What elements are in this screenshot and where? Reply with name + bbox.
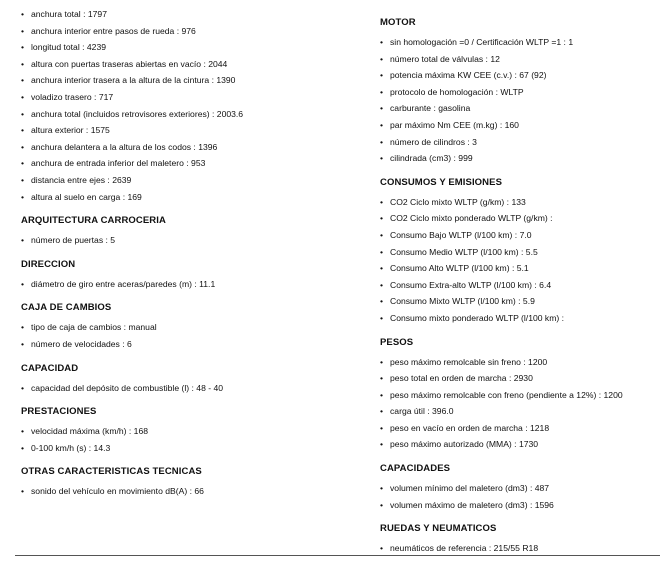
spec-item: • anchura total : 1797 (21, 6, 361, 23)
spec-item: • neumáticos de referencia : 215/55 R18 (380, 540, 655, 557)
spec-item: • cilindrada (cm3) : 999 (380, 150, 655, 167)
spec-item: • velocidad máxima (km/h) : 168 (21, 423, 361, 440)
spec-item: • distancia entre ejes : 2639 (21, 172, 361, 189)
right-column (380, 17, 655, 567)
spec-item: • sin homologación =0 / Certificación WLTP =1 : 1 (380, 34, 655, 51)
spec-list (21, 380, 361, 397)
section-title: CAPACIDAD (21, 362, 79, 374)
spec-item: • protocolo de homologación : WLTP (380, 84, 655, 101)
section-title: RUEDAS Y NEUMATICOS (380, 523, 497, 535)
spec-item: • peso máximo remolcable sin freno : 1200 (380, 354, 655, 371)
spec-item: • volumen mínimo del maletero (dm3) : 487 (380, 480, 655, 497)
spec-list (380, 34, 655, 167)
spec-item: • Consumo Mixto WLTP (l/100 km) : 5.9 (380, 293, 655, 310)
section-caja-de-cambios (21, 302, 361, 352)
spec-item: • altura con puertas traseras abiertas en vacío : 2044 (21, 56, 361, 73)
spec-item: • sonido del vehículo en movimiento dB(A) : 66 (21, 483, 361, 500)
spec-item: • Consumo Alto WLTP (l/100 km) : 5.1 (380, 260, 655, 277)
spec-list (21, 276, 361, 293)
spec-item: • Consumo Bajo WLTP (l/100 km) : 7.0 (380, 227, 655, 244)
spec-item: • diámetro de giro entre aceras/paredes (m) : 11.1 (21, 276, 361, 293)
spec-item: • CO2 Ciclo mixto WLTP (g/km) : 133 (380, 194, 655, 211)
spec-item: • anchura total (incluidos retrovisores exteriores) : 2003.6 (21, 106, 361, 123)
spec-item: • peso máximo autorizado (MMA) : 1730 (380, 436, 655, 453)
spec-list (21, 483, 361, 500)
spec-item: • anchura interior trasera a la altura de la cintura : 1390 (21, 72, 361, 89)
spec-item: • número de cilindros : 3 (380, 134, 655, 151)
section-arquitectura-carroceria (21, 215, 361, 249)
spec-item: • potencia máxima KW CEE (c.v.) : 67 (92) (380, 67, 655, 84)
spec-item: • carburante : gasolina (380, 100, 655, 117)
spec-item: • anchura de entrada inferior del maletero : 953 (21, 155, 361, 172)
spec-item: • volumen máximo de maletero (dm3) : 1596 (380, 497, 655, 514)
spec-list (380, 354, 655, 454)
section-capacidad (21, 363, 361, 397)
section-motor (380, 17, 655, 167)
section-otras-caracteristicas-tecnicas (21, 466, 361, 500)
section-title: ARQUITECTURA CARROCERIA (21, 215, 166, 227)
section-ruedas-y-neumaticos (380, 523, 655, 557)
spec-item: • número total de válvulas : 12 (380, 51, 655, 68)
spec-item: • peso total en orden de marcha : 2930 (380, 370, 655, 387)
section-title: CONSUMOS Y EMISIONES (380, 176, 503, 188)
spec-item: • CO2 Ciclo mixto ponderado WLTP (g/km) : (380, 210, 655, 227)
spec-list (21, 232, 361, 249)
spec-list (21, 423, 361, 456)
section-title: PESOS (380, 336, 414, 348)
spec-item: • anchura delantera a la altura de los codos : 1396 (21, 139, 361, 156)
spec-list (380, 480, 655, 513)
spec-item: • par máximo Nm CEE (m.kg) : 160 (380, 117, 655, 134)
section-title: OTRAS CARACTERISTICAS TECNICAS (21, 466, 202, 478)
section-title: CAPACIDADES (380, 463, 451, 475)
spec-item: • voladizo trasero : 717 (21, 89, 361, 106)
spec-list (21, 319, 361, 352)
spec-item: • número de velocidades : 6 (21, 336, 361, 353)
spec-item: • anchura interior entre pasos de rueda : 976 (21, 23, 361, 40)
left-column (21, 6, 361, 510)
spec-item: • peso en vacío en orden de marcha : 1218 (380, 420, 655, 437)
bottom-divider (15, 555, 660, 556)
section-title: CAJA DE CAMBIOS (21, 302, 112, 314)
spec-list (21, 6, 361, 205)
section-general (21, 6, 361, 205)
spec-item: • Consumo mixto ponderado WLTP (l/100 km) : (380, 310, 655, 327)
spec-item: • altura exterior : 1575 (21, 122, 361, 139)
spec-item: • número de puertas : 5 (21, 232, 361, 249)
spec-item: • longitud total : 4239 (21, 39, 361, 56)
spec-item: • peso máximo remolcable con freno (pendiente a 12%) : 1200 (380, 387, 655, 404)
section-capacidades (380, 463, 655, 513)
spec-item: • 0-100 km/h (s) : 14.3 (21, 440, 361, 457)
section-title: PRESTACIONES (21, 406, 97, 418)
spec-item: • carga útil : 396.0 (380, 403, 655, 420)
section-title: DIRECCION (21, 258, 76, 270)
section-pesos (380, 337, 655, 454)
section-prestaciones (21, 406, 361, 456)
section-title: MOTOR (380, 17, 416, 28)
spec-item: • Consumo Medio WLTP (l/100 km) : 5.5 (380, 244, 655, 261)
spec-item: • altura al suelo en carga : 169 (21, 189, 361, 206)
spec-list (380, 194, 655, 327)
spec-item: • tipo de caja de cambios : manual (21, 319, 361, 336)
spec-item: • Consumo Extra-alto WLTP (l/100 km) : 6.4 (380, 277, 655, 294)
spec-item: • capacidad del depósito de combustible (l) : 48 - 40 (21, 380, 361, 397)
section-direccion (21, 259, 361, 293)
section-consumos-y-emisiones (380, 177, 655, 327)
